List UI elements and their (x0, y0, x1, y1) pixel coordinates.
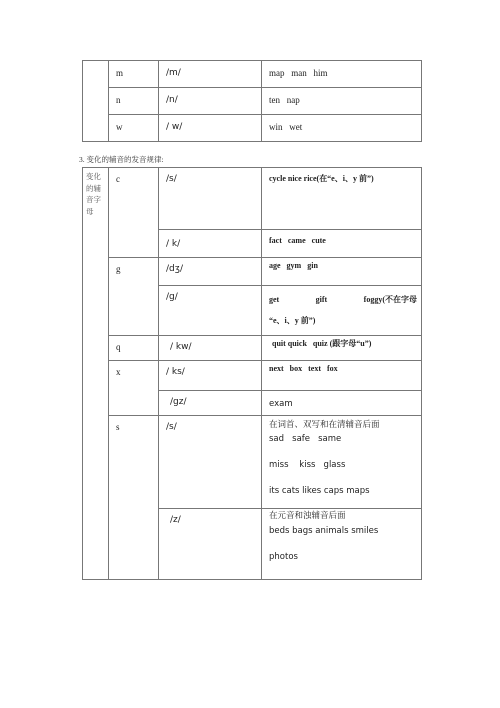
phonetic-cell: /dʒ/ (159, 258, 262, 286)
phonetic-cell: / w/ (159, 115, 262, 142)
letter-cell: q (109, 336, 159, 361)
phonetic-cell: / ks/ (159, 361, 262, 391)
examples-cell: get gift foggy(不在字母 “e、i、y 前”) (262, 286, 422, 336)
examples-cell: 在词首、双写和在清辅音后面 sad safe same miss kiss glass its cats likes caps maps (262, 416, 422, 509)
category-cell: 变化 的辅 音字 母 (83, 168, 109, 580)
phonetic-cell: / k/ (159, 230, 262, 258)
examples-cell: 在元音和浊辅音后面 beds bags animals smiles photos (262, 509, 422, 580)
phonetic-cell: /z/ (159, 509, 262, 580)
examples-cell: ten nap (262, 88, 422, 115)
examples-cell: age gym gin (262, 258, 422, 286)
letter-cell: g (109, 258, 159, 336)
section-title: 3. 变化的辅音的发音规律: (79, 155, 164, 164)
letter-cell: w (109, 115, 159, 142)
phonetic-cell: /s/ (159, 416, 262, 509)
phonetic-cell: /s/ (159, 168, 262, 230)
examples-cell: cycle nice rice(在“e、i、y 前”) (262, 168, 422, 230)
examples-cell: fact came cute (262, 230, 422, 258)
phonetic-cell: /m/ (159, 61, 262, 88)
examples-cell: exam (262, 391, 422, 416)
examples-cell: next box text fox (262, 361, 422, 391)
consonant-table-top (82, 60, 422, 142)
letter-cell: c (109, 168, 159, 258)
letter-cell: x (109, 361, 159, 416)
consonant-variation-table (82, 167, 422, 580)
examples-cell: map man him (262, 61, 422, 88)
blank-category-cell (83, 61, 109, 142)
phonetic-cell: / kw/ (159, 336, 262, 361)
phonetic-cell: /n/ (159, 88, 262, 115)
phonetic-cell: /gz/ (159, 391, 262, 416)
letter-cell: m (109, 61, 159, 88)
letter-cell: n (109, 88, 159, 115)
examples-cell: win wet (262, 115, 422, 142)
phonetic-cell: /g/ (159, 286, 262, 336)
examples-cell: quit quick quiz (跟字母“u”) (262, 336, 422, 361)
letter-cell: s (109, 416, 159, 580)
